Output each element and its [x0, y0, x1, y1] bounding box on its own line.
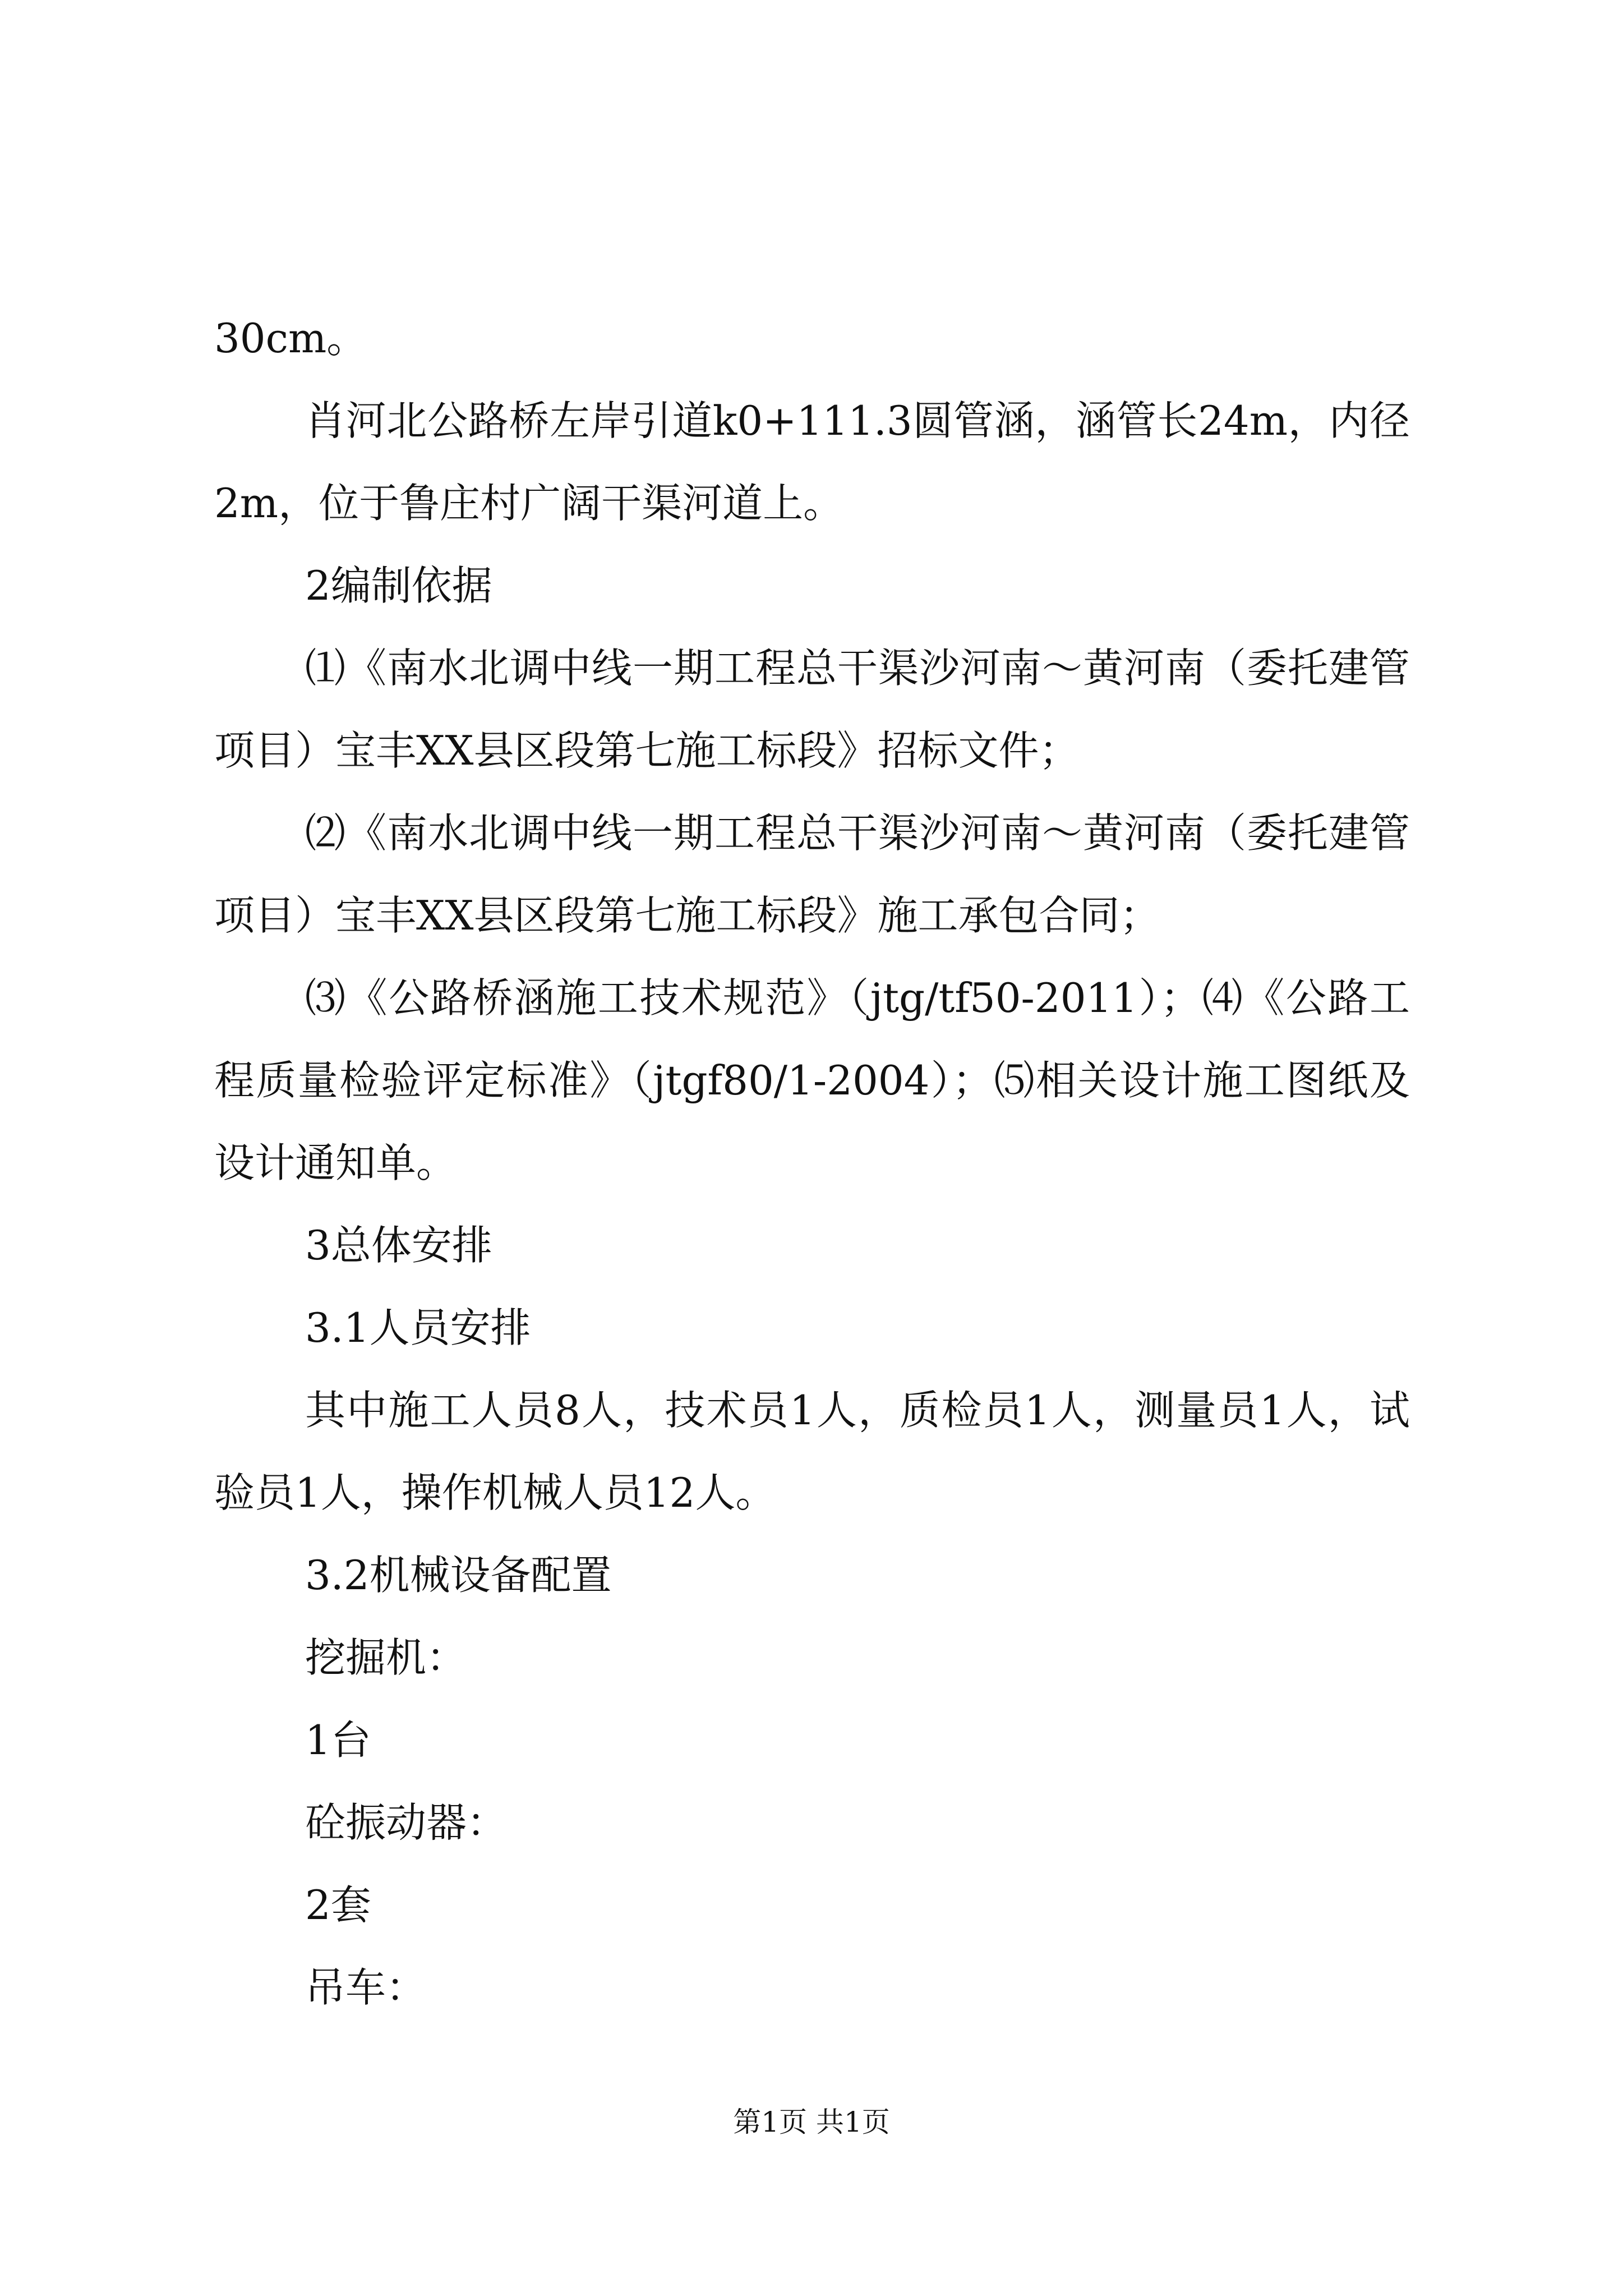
equipment-excavator-qty: 1台	[305, 1717, 371, 1764]
heading-personnel: 3.1人员安排	[305, 1304, 531, 1351]
heading-compilation-basis: 2编制依据	[305, 562, 492, 609]
basis-item-1: ⑴《南水北调中线一期工程总干渠沙河南～黄河南（委托建管项目）宝丰XX县区段第七施工标段》招标文件；	[214, 645, 1410, 774]
heading-overall-arrangement: 3总体安排	[305, 1222, 492, 1269]
paragraph-culvert-description: 肖河北公路桥左岸引道k0+111.3圆管涵，涵管长24m，内径2m，位于鲁庄村广阔干渠河道上。	[214, 397, 1410, 527]
document-body	[214, 297, 1410, 2029]
equipment-vibrator-label: 砼振动器：	[305, 1799, 508, 1846]
page-footer: 第1页 共1页	[733, 2106, 890, 2138]
equipment-vibrator-qty: 2套	[305, 1881, 371, 1929]
equipment-excavator-label: 挖掘机：	[305, 1634, 467, 1681]
basis-item-2: ⑵《南水北调中线一期工程总干渠沙河南～黄河南（委托建管项目）宝丰XX县区段第七施工标段》施工承包合同；	[214, 809, 1410, 939]
paragraph-continuation: 30cm。	[214, 315, 367, 362]
heading-equipment: 3.2机械设备配置	[305, 1552, 612, 1599]
basis-items-3-5: ⑶《公路桥涵施工技术规范》（jtg/tf50-2011）；⑷《公路工程质量检验评定标准》（jtgf80/1-2004）；⑸相关设计施工图纸及设计通知单。	[214, 974, 1410, 1186]
paragraph-personnel: 其中施工人员8人，技术员1人，质检员1人，测量员1人，试验员1人，操作机械人员12人。	[214, 1387, 1410, 1516]
equipment-crane-label: 吊车：	[305, 1964, 427, 2011]
